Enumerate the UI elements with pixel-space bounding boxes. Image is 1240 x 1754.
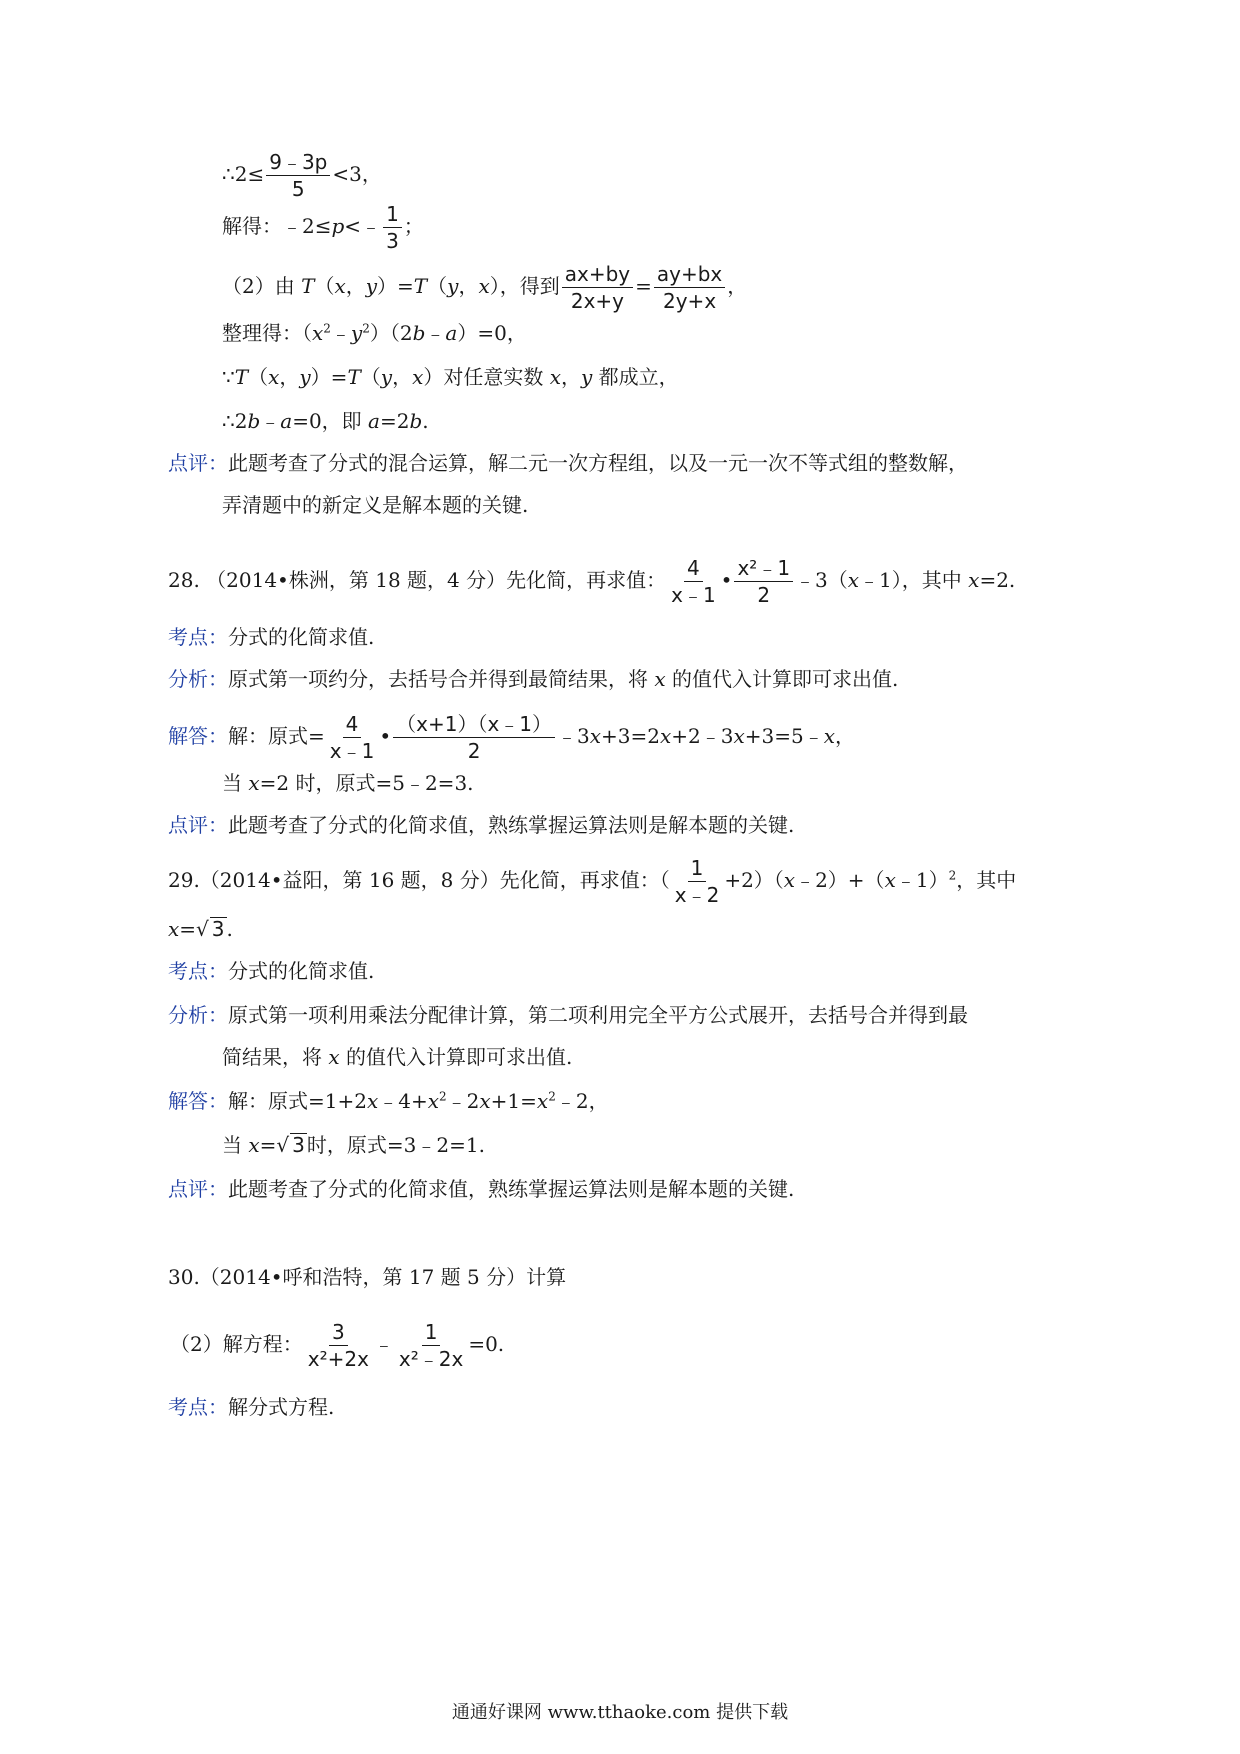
q28-when: 当 x=2 时，原式=5﹣2=3. bbox=[222, 771, 474, 795]
fraction: $\frac{9﹣3p}{5}$ bbox=[266, 150, 330, 201]
q29-comment: 点评：此题考查了分式的化简求值，熟练掌握运算法则是解本题的关键. bbox=[168, 1177, 795, 1201]
line-inequality: ∴2≤ $\frac{9﹣3p}{5}$ <3， bbox=[222, 150, 382, 201]
fraction: $\frac{(x+1)(x﹣1)}{2}$ bbox=[393, 712, 555, 763]
q29-when: 当 x=√ 3 时，原式=3﹣2=1. bbox=[222, 1133, 485, 1157]
fraction: $\frac{1}{x﹣2}$ bbox=[674, 856, 720, 907]
fraction: $\frac{3}{\text{x²+2x}}$ bbox=[307, 1320, 369, 1371]
question-30-part2: （2）解方程： $\frac{3}{\text{x²+2x}}$ ﹣ $\frac{1}{\text{x²﹣2x}}$ =0. bbox=[170, 1320, 505, 1371]
comment-27: 点评：此题考查了分式的混合运算，解二元一次方程组，以及一元一次不等式组的整数解， bbox=[168, 451, 968, 475]
q29-answer: 解答：解：原式$=1+2x﹣4+x^2﹣2x+1=x^2﹣2$， bbox=[168, 1089, 609, 1113]
fraction: $\frac{1}{\text{x²﹣2x}}$ bbox=[398, 1320, 464, 1371]
comment-label: 点评： bbox=[168, 1177, 228, 1201]
radical-sign: √ bbox=[276, 1133, 290, 1157]
fraction: $\frac{\text{x²﹣1}}{2}$ bbox=[734, 556, 793, 607]
answer-label: 解答： bbox=[168, 724, 228, 748]
line-because: ∵T（x，y）=T（y，x）对任意实数 x，y 都成立， bbox=[222, 365, 679, 389]
question-30: 30.（2014•呼和浩特，第 17 题 5 分）计算 bbox=[168, 1265, 567, 1289]
comment-label: 点评： bbox=[168, 451, 228, 475]
line-part2: （2）由 T（x，y）=T（y，x），得到 $\frac{ax+by}{2x+y}$ = $\frac{ay+bx}{2y+x}$ ， bbox=[222, 262, 748, 313]
q29-key-point: 考点：分式的化简求值. bbox=[168, 959, 375, 983]
q28-analysis: 分析：原式第一项约分，去括号合并得到最简结果，将 x 的值代入计算即可求出值. bbox=[168, 667, 899, 691]
line-therefore: ∴2b﹣a=0，即 a=2b. bbox=[222, 409, 429, 433]
comment-label: 点评： bbox=[168, 813, 228, 837]
q30-key-point: 考点：解分式方程. bbox=[168, 1395, 335, 1419]
fraction: $\frac{4}{x﹣1}$ bbox=[329, 712, 375, 763]
q29-analysis: 分析：原式第一项利用乘法分配律计算，第二项利用完全平方公式展开，去括号合并得到最 bbox=[168, 1003, 968, 1027]
key-point-label: 考点： bbox=[168, 959, 228, 983]
question-29: 29.（2014•益阳，第 16 题，8 分）先化简，再求值：（ $\frac{1}{x﹣2}$ +2）（x﹣2）+（x﹣1）$^2$，其中 bbox=[168, 856, 1017, 907]
fraction: $\frac{ax+by}{2x+y}$ bbox=[562, 262, 633, 313]
fraction: $\frac{4}{x﹣1}$ bbox=[671, 556, 716, 607]
analysis-label: 分析： bbox=[168, 1003, 228, 1027]
question-28: 28. （2014•株洲，第 18 题，4 分）先化简，再求值： $\frac{4}{x﹣1}$ • $\frac{\text{x²﹣1}}{2}$ ﹣3（x﹣1），其中 x=2. bbox=[168, 556, 1016, 607]
q29-analysis-cont: 简结果，将 x 的值代入计算即可求出值. bbox=[222, 1045, 573, 1069]
comment-27-cont: 弄清题中的新定义是解本题的关键. bbox=[222, 493, 529, 517]
fraction: $\frac{ay+bx}{2y+x}$ bbox=[654, 262, 725, 313]
page-footer: 通通好课网 www.tthaoke.com 提供下载 bbox=[451, 1702, 789, 1723]
line-simplify: 整理得：$(x^2﹣y^2)(2b﹣a)=0$， bbox=[222, 321, 527, 345]
analysis-label: 分析： bbox=[168, 667, 228, 691]
key-point-label: 考点： bbox=[168, 625, 228, 649]
question-29-cont: x=√ 3 . bbox=[168, 917, 233, 941]
line-solution-range: 解得：﹣2≤p<﹣ $\frac{1}{3}$ ； bbox=[222, 202, 424, 253]
q28-key-point: 考点：分式的化简求值. bbox=[168, 625, 375, 649]
fraction: $\frac{1}{3}$ bbox=[383, 202, 402, 253]
key-point-label: 考点： bbox=[168, 1395, 228, 1419]
answer-label: 解答： bbox=[168, 1089, 228, 1113]
q28-comment: 点评：此题考查了分式的化简求值，熟练掌握运算法则是解本题的关键. bbox=[168, 813, 795, 837]
q28-answer: 解答：解：原式= $\frac{4}{x﹣1}$ • $\frac{(x+1)(x﹣1)}{2}$ ﹣3x+3=2x+2﹣3x+3=5﹣x， bbox=[168, 712, 856, 763]
radical-sign: √ bbox=[196, 917, 209, 941]
